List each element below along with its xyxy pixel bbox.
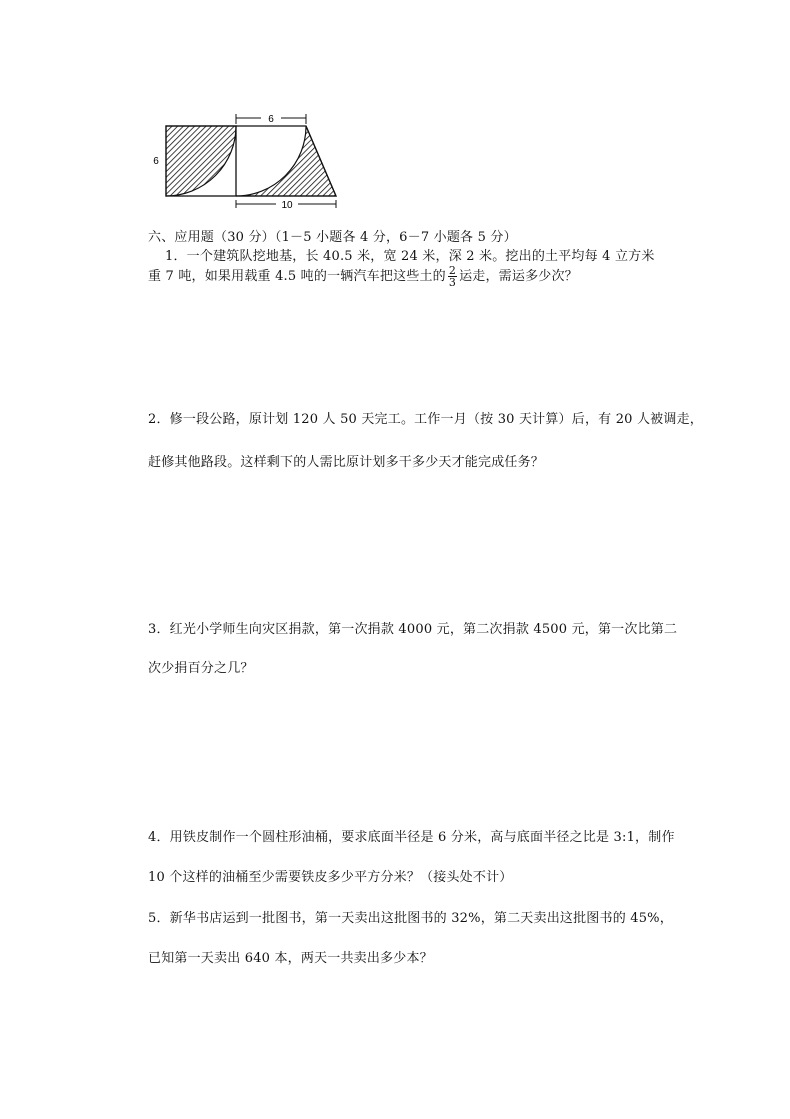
bottom-width-label: 10 (281, 200, 293, 211)
fraction-two-thirds (448, 265, 457, 288)
top-width-label: 6 (268, 114, 274, 125)
question-4-line-1: 4．用铁皮制作一个圆柱形油桶，要求底面半径是 6 分米，高与底面半径之比是 3:1，制作 (148, 830, 675, 845)
figure-svg (148, 110, 348, 215)
left-shaded-region (166, 126, 236, 196)
fraction-denominator: 3 (448, 276, 457, 289)
question-1-line-2 (148, 265, 578, 288)
question-1-line-1: 1．一个建筑队挖地基，长 40.5 米，宽 24 米，深 2 米。挖出的土平均每 4 立方米 (165, 249, 655, 264)
question-5-line-2: 已知第一天卖出 640 本，两天一共卖出多少本？ (148, 951, 433, 966)
question-2-line-2: 赶修其他路段。这样剩下的人需比原计划多干多少天才能完成任务？ (148, 455, 545, 470)
question-4-line-2: 10 个这样的油桶至少需要铁皮多少平方分米？（接头处不计） (148, 870, 513, 885)
question-2-line-1: 2．修一段公路，原计划 120 人 50 天完工。工作一月（按 30 天计算）后，有 20 人被调走， (148, 412, 703, 427)
right-shaded-region (236, 126, 336, 196)
question-1-text-after: 运走，需运多少次？ (459, 269, 578, 284)
shaded-area-figure (148, 110, 348, 215)
question-3-line-2: 次少捐百分之几？ (148, 661, 254, 676)
fraction-numerator: 2 (448, 264, 457, 277)
section-heading: 六、应用题（30 分）（1－5 小题各 4 分，6－7 小题各 5 分） (148, 230, 517, 245)
question-1-text-before: 重 7 吨，如果用载重 4.5 吨的一辆汽车把这些土的 (148, 269, 446, 284)
question-3-line-1: 3．红光小学师生向灾区捐款，第一次捐款 4000 元，第二次捐款 4500 元，第一次比第二 (148, 622, 678, 637)
question-5-line-1: 5．新华书店运到一批图书，第一天卖出这批图书的 32%，第二天卖出这批图书的 45%， (148, 911, 673, 926)
height-label: 6 (153, 156, 159, 167)
